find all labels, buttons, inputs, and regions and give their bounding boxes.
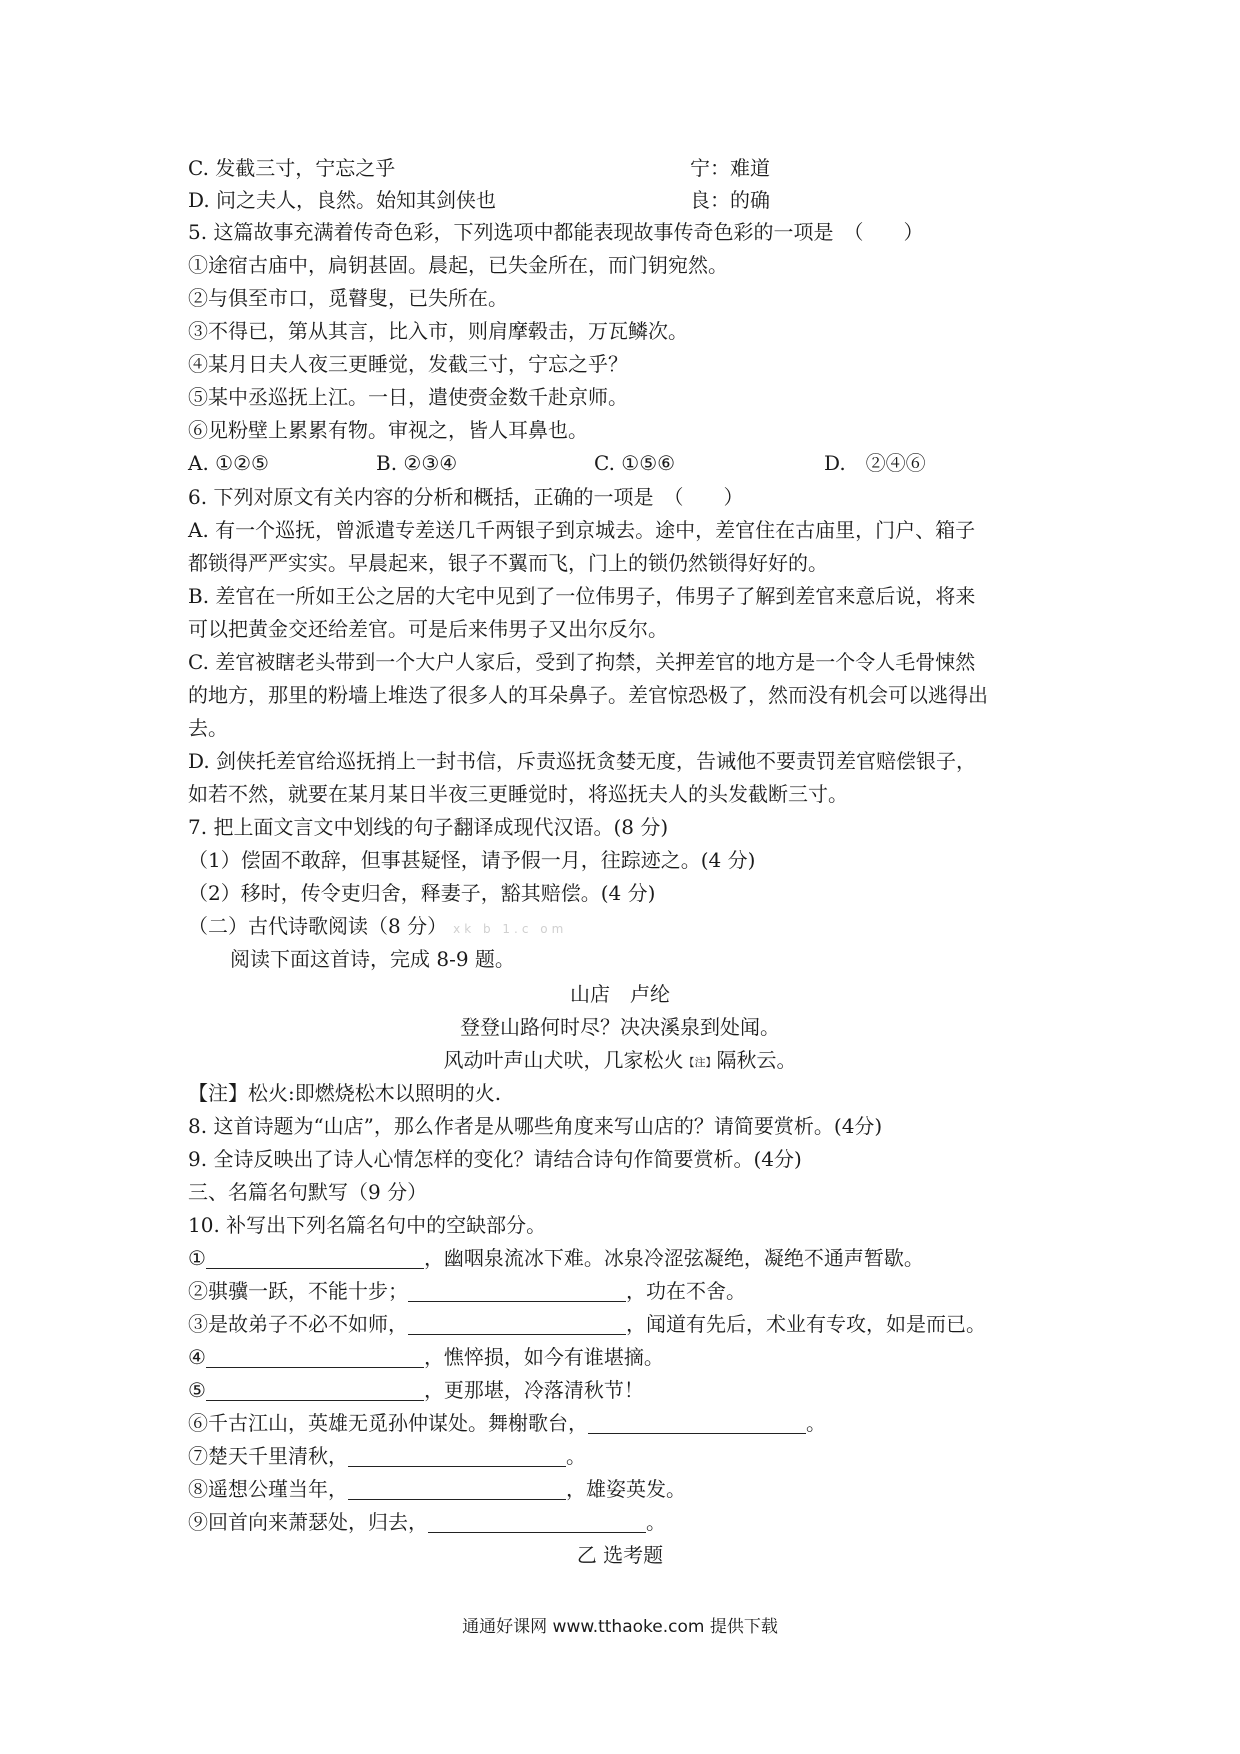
q10-item-7-pre: ⑦楚天千里清秋， [188,1444,348,1468]
q10-item-3-pre: ③是故弟子不必不如师， [188,1312,408,1336]
q10-item-2-pre: ②骐骥一跃，不能十步； [188,1279,408,1303]
q10-item-8-pre: ⑧遥想公瑾当年， [188,1477,348,1501]
q10-item-6-pre: ⑥千古江山，英雄无觅孙仲谋处。舞榭歌台， [188,1411,588,1435]
q10-blank-4[interactable] [206,1345,424,1368]
q8: 8. 这首诗题为“山店”，那么作者是从哪些角度来写山店的？请简要赏析。(4分) [188,1114,883,1138]
poem-title: 山店 卢纶 [570,982,670,1006]
q6-line-4: 可以把黄金交还给差官。可是后来伟男子又出尔反尔。 [188,617,668,641]
q10-item-3-post: ，闻道有先后，术业有专攻，如是而已。 [626,1312,986,1336]
poem-line-1: 登登山路何时尽？决决溪泉到处闻。 [460,1015,780,1039]
q10-item-2-post: ，功在不舍。 [626,1279,746,1303]
watermark: xk b 1.c om [453,922,568,936]
q10-item-5-pre: ⑤ [188,1378,206,1402]
q5-item-4: ④某月日夫人夜三更睡觉，发截三寸，宁忘之乎？ [188,352,628,376]
q4-option-c: C. 发截三寸，宁忘之乎 [188,156,396,180]
poem-line-2 [0,1046,1240,1077]
poem-note: 【注】松火:即燃烧松木以照明的火. [188,1081,502,1105]
q10-item-5 [188,1376,644,1404]
q6-line-3: B. 差官在一所如王公之居的大宅中见到了一位伟男子，伟男子了解到差官来意后说，将来 [188,584,976,608]
section3-heading: 三、名篇名句默写（9 分） [188,1180,428,1204]
q7-item-1: （1）偿固不敢辞，但事甚疑怪，请予假一月，往踪迹之。(4 分) [188,848,756,872]
poetry-intro: 阅读下面这首诗，完成 8-9 题。 [230,947,515,971]
q6-line-5: C. 差官被瞎老头带到一个大户人家后，受到了拘禁，关押差官的地方是一个令人毛骨悚然 [188,650,976,674]
q10-blank-6[interactable] [588,1411,806,1434]
q10-blank-2[interactable] [408,1279,626,1302]
q5-option-c: C. ①⑤⑥ [594,451,676,475]
poem-line-2b: 隔秋云。 [716,1048,797,1072]
q10-item-1 [188,1244,924,1272]
q10-item-1-post: ，幽咽泉流冰下难。冰泉冷涩弦凝绝，凝绝不通声暂歇。 [423,1246,924,1270]
q10-item-1-pre: ① [188,1246,206,1270]
q10-blank-1[interactable] [206,1246,424,1269]
q6-line-9: 如若不然，就要在某月某日半夜三更睡觉时，将巡抚夫人的头发截断三寸。 [188,782,848,806]
poem-line-2a: 风动叶声山犬吠，几家松火 [443,1048,684,1072]
section-next-heading: 乙 选考题 [576,1543,664,1567]
q10-item-2 [188,1277,746,1305]
q10-item-3 [188,1310,986,1338]
q7-item-2: （2）移时，传令吏归舍，释妻子，豁其赔偿。(4 分) [188,881,656,905]
q10-blank-8[interactable] [348,1477,566,1500]
q10-blank-9[interactable] [428,1510,646,1533]
q5-item-2: ②与俱至市口，觅瞽叟，已失所在。 [188,286,508,310]
q10-item-6 [188,1409,826,1437]
q6-stem: 6. 下列对原文有关内容的分析和概括，正确的一项是 （ ） [188,485,744,509]
page-footer: 通通好课网 www.tthaoke.com 提供下载 [462,1617,778,1637]
q4-option-d-answer: 良：的确 [690,188,770,212]
q5-option-a: A. ①②⑤ [188,451,269,475]
q5-item-1: ①途宿古庙中，扃钥甚固。晨起，已失金所在，而门钥宛然。 [188,253,728,277]
q6-line-2: 都锁得严严实实。早晨起来，银子不翼而飞，门上的锁仍然锁得好好的。 [188,551,828,575]
q5-item-3: ③不得已，第从其言，比入市，则肩摩毂击，万瓦鳞次。 [188,319,688,343]
q10-item-9 [188,1508,666,1536]
q5-option-d: D. ②④⑥ [824,451,926,475]
q9: 9. 全诗反映出了诗人心情怎样的变化？请结合诗句作简要赏析。(4分) [188,1147,802,1171]
q6-line-7: 去。 [188,716,228,740]
q6-line-6: 的地方，那里的粉墙上堆迭了很多人的耳朵鼻子。差官惊恐极了，然而没有机会可以逃得出 [188,683,988,707]
q6-line-8: D. 剑侠托差官给巡抚捎上一封书信，斥责巡抚贪婪无度，告诫他不要责罚差官赔偿银子， [188,749,977,773]
q5-item-5: ⑤某中丞巡抚上江。一日，遣使赍金数千赴京师。 [188,385,628,409]
poem-note-marker: 【注】 [683,1056,717,1069]
q10-item-4 [188,1343,664,1371]
q10-item-9-pre: ⑨回首向来萧瑟处，归去， [188,1510,428,1534]
q4-option-c-answer: 宁：难道 [690,156,770,180]
q10-stem: 10. 补写出下列名篇名句中的空缺部分。 [188,1213,547,1237]
q10-item-4-pre: ④ [188,1345,206,1369]
q5-option-b: B. ②③④ [376,451,458,475]
q10-item-9-post: 。 [646,1510,666,1534]
q10-blank-3[interactable] [408,1312,626,1335]
q5-item-6: ⑥见粉壁上累累有物。审视之，皆人耳鼻也。 [188,418,588,442]
q10-item-7-post: 。 [566,1444,586,1468]
q10-item-5-post: ，更那堪，冷落清秋节！ [423,1378,644,1402]
q10-item-7 [188,1442,586,1470]
q10-item-8-post: ，雄姿英发。 [566,1477,686,1501]
q10-item-6-post: 。 [806,1411,826,1435]
poetry-section-title: （二）古代诗歌阅读（8 分） [188,914,448,938]
q10-item-4-post: ，憔悴损，如今有谁堪摘。 [423,1345,664,1369]
poetry-section-heading [188,912,567,943]
q10-blank-5[interactable] [206,1378,424,1401]
q10-item-8 [188,1475,686,1503]
q4-option-d: D. 问之夫人，良然。始知其剑侠也 [188,188,497,212]
q6-line-1: A. 有一个巡抚，曾派遣专差送几千两银子到京城去。途中，差官住在古庙里，门户、箱子 [188,518,976,542]
q10-blank-7[interactable] [348,1444,566,1467]
q7-stem: 7. 把上面文言文中划线的句子翻译成现代汉语。(8 分) [188,815,669,839]
q5-stem: 5. 这篇故事充满着传奇色彩，下列选项中都能表现故事传奇色彩的一项是 （ ） [188,220,924,244]
